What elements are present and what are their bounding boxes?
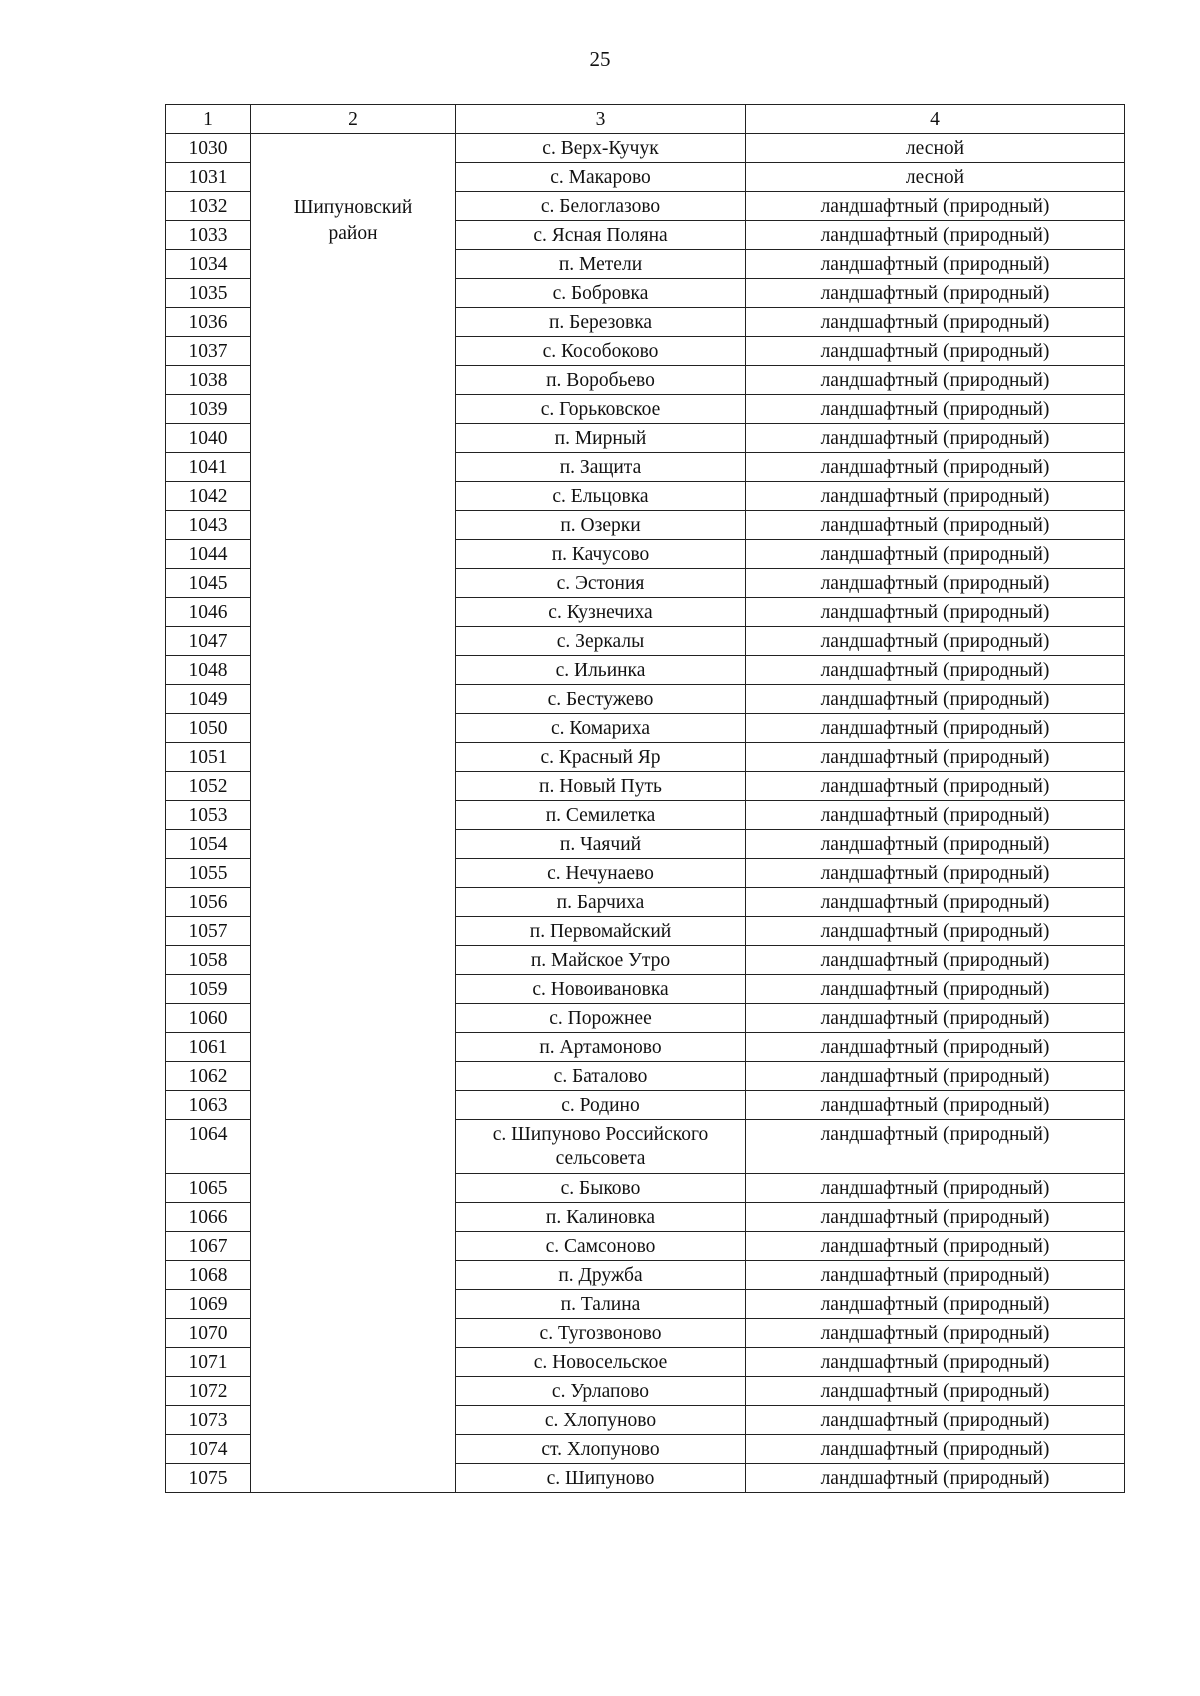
settlement-cell: с. Макарово [456,163,746,192]
type-cell: ландшафтный (природный) [746,1464,1125,1493]
type-cell: ландшафтный (природный) [746,1004,1125,1033]
settlement-cell: с. Самсоново [456,1232,746,1261]
settlement-cell: п. Новый Путь [456,772,746,801]
type-cell: ландшафтный (природный) [746,1290,1125,1319]
row-number-cell: 1044 [166,540,251,569]
row-number-cell: 1071 [166,1348,251,1377]
row-number-cell: 1048 [166,656,251,685]
settlement-cell: с. Баталово [456,1062,746,1091]
row-number-cell: 1064 [166,1120,251,1174]
header-col-3: 3 [456,105,746,134]
row-number-cell: 1057 [166,917,251,946]
row-number-cell: 1046 [166,598,251,627]
settlement-cell: п. Артамоново [456,1033,746,1062]
settlement-cell: с. Бестужево [456,685,746,714]
settlement-cell: п. Мирный [456,424,746,453]
type-cell: ландшафтный (природный) [746,1406,1125,1435]
header-row [166,105,1125,134]
type-cell: ландшафтный (природный) [746,395,1125,424]
district-label-line2: район [328,222,378,244]
type-cell: ландшафтный (природный) [746,714,1125,743]
settlement-cell: п. Первомайский [456,917,746,946]
type-cell: ландшафтный (природный) [746,975,1125,1004]
header-col-4: 4 [746,105,1125,134]
type-cell: ландшафтный (природный) [746,1091,1125,1120]
district-label-line1: Шипуновский [293,196,413,218]
header-col-2: 2 [251,105,456,134]
settlement-cell: с. Урлапово [456,1377,746,1406]
district-cell-blank [251,134,456,192]
settlement-cell: п. Талина [456,1290,746,1319]
type-cell: ландшафтный (природный) [746,1261,1125,1290]
type-cell: ландшафтный (природный) [746,221,1125,250]
row-number-cell: 1051 [166,743,251,772]
type-cell: ландшафтный (природный) [746,627,1125,656]
settlement-cell: с. Комариха [456,714,746,743]
row-number-cell: 1060 [166,1004,251,1033]
type-cell: ландшафтный (природный) [746,308,1125,337]
row-number-cell: 1043 [166,511,251,540]
settlement-cell: с. Белоглазово [456,192,746,221]
settlement-cell: п. Чаячий [456,830,746,859]
type-cell: ландшафтный (природный) [746,424,1125,453]
settlement-cell: с. Новоивановка [456,975,746,1004]
row-number-cell: 1075 [166,1464,251,1493]
settlement-cell: п. Озерки [456,511,746,540]
settlement-cell: с. Тугозвоново [456,1319,746,1348]
type-cell: ландшафтный (природный) [746,1348,1125,1377]
row-number-cell: 1031 [166,163,251,192]
settlement-cell: п. Защита [456,453,746,482]
settlement-cell: с. Горьковское [456,395,746,424]
type-cell: ландшафтный (природный) [746,453,1125,482]
row-number-cell: 1061 [166,1033,251,1062]
settlement-cell: п. Качусово [456,540,746,569]
settlement-cell: п. Дружба [456,1261,746,1290]
row-number-cell: 1058 [166,946,251,975]
type-cell: ландшафтный (природный) [746,946,1125,975]
header-col-1: 1 [166,105,251,134]
row-number-cell: 1068 [166,1261,251,1290]
row-number-cell: 1045 [166,569,251,598]
type-cell: ландшафтный (природный) [746,1120,1125,1174]
registry-table [165,104,1125,1493]
settlement-cell: с. Зеркалы [456,627,746,656]
settlement-cell: с. Кузнечиха [456,598,746,627]
type-cell: ландшафтный (природный) [746,917,1125,946]
row-number-cell: 1059 [166,975,251,1004]
type-cell: ландшафтный (природный) [746,656,1125,685]
type-cell: ландшафтный (природный) [746,830,1125,859]
settlement-cell: с. Кособоково [456,337,746,366]
type-cell: ландшафтный (природный) [746,859,1125,888]
type-cell: ландшафтный (природный) [746,337,1125,366]
row-number-cell: 1047 [166,627,251,656]
settlement-cell: с. Ильинка [456,656,746,685]
row-number-cell: 1041 [166,453,251,482]
row-number-cell: 1054 [166,830,251,859]
type-cell: ландшафтный (природный) [746,743,1125,772]
row-number-cell: 1074 [166,1435,251,1464]
type-cell: ландшафтный (природный) [746,1174,1125,1203]
row-number-cell: 1053 [166,801,251,830]
row-number-cell: 1073 [166,1406,251,1435]
settlement-cell: п. Березовка [456,308,746,337]
settlement-cell: п. Майское Утро [456,946,746,975]
settlement-cell: с. Ельцовка [456,482,746,511]
row-number-cell: 1039 [166,395,251,424]
row-number-cell: 1063 [166,1091,251,1120]
page-number: 25 [589,47,611,71]
type-cell: ландшафтный (природный) [746,366,1125,395]
district-cell [251,192,456,1493]
row-number-cell: 1040 [166,424,251,453]
settlement-cell: с. Шипуново [456,1464,746,1493]
type-cell: лесной [746,134,1125,163]
row-number-cell: 1032 [166,192,251,221]
settlement-cell: с. Нечунаево [456,859,746,888]
type-cell: ландшафтный (природный) [746,1033,1125,1062]
type-cell: ландшафтный (природный) [746,888,1125,917]
settlement-cell: с. Красный Яр [456,743,746,772]
type-cell: лесной [746,163,1125,192]
settlement-cell: ст. Хлопуново [456,1435,746,1464]
table-row [166,134,1125,163]
settlement-cell: п. Воробьево [456,366,746,395]
type-cell: ландшафтный (природный) [746,1377,1125,1406]
settlement-cell: с. Эстония [456,569,746,598]
row-number-cell: 1037 [166,337,251,366]
row-number-cell: 1033 [166,221,251,250]
settlement-cell: с. Верх-Кучук [456,134,746,163]
row-number-cell: 1042 [166,482,251,511]
row-number-cell: 1056 [166,888,251,917]
table-body [166,134,1125,1493]
settlement-cell: с. Новосельское [456,1348,746,1377]
row-number-cell: 1062 [166,1062,251,1091]
row-number-cell: 1030 [166,134,251,163]
row-number-cell: 1034 [166,250,251,279]
row-number-cell: 1038 [166,366,251,395]
settlement-cell: с. Порожнее [456,1004,746,1033]
type-cell: ландшафтный (природный) [746,569,1125,598]
row-number-cell: 1049 [166,685,251,714]
type-cell: ландшафтный (природный) [746,1319,1125,1348]
row-number-cell: 1065 [166,1174,251,1203]
row-number-cell: 1036 [166,308,251,337]
table-header [166,105,1125,134]
row-number-cell: 1050 [166,714,251,743]
settlement-cell: п. Метели [456,250,746,279]
type-cell: ландшафтный (природный) [746,1232,1125,1261]
type-cell: ландшафтный (природный) [746,1435,1125,1464]
type-cell: ландшафтный (природный) [746,801,1125,830]
type-cell: ландшафтный (природный) [746,685,1125,714]
type-cell: ландшафтный (природный) [746,1062,1125,1091]
type-cell: ландшафтный (природный) [746,540,1125,569]
row-number-cell: 1035 [166,279,251,308]
type-cell: ландшафтный (природный) [746,1203,1125,1232]
settlement-cell: п. Барчиха [456,888,746,917]
settlement-cell: п. Семилетка [456,801,746,830]
type-cell: ландшафтный (природный) [746,279,1125,308]
row-number-cell: 1069 [166,1290,251,1319]
row-number-cell: 1055 [166,859,251,888]
type-cell: ландшафтный (природный) [746,192,1125,221]
type-cell: ландшафтный (природный) [746,772,1125,801]
type-cell: ландшафтный (природный) [746,511,1125,540]
settlement-cell: с. Быково [456,1174,746,1203]
table-row [166,192,1125,221]
row-number-cell: 1067 [166,1232,251,1261]
type-cell: ландшафтный (природный) [746,482,1125,511]
settlement-cell: п. Калиновка [456,1203,746,1232]
row-number-cell: 1070 [166,1319,251,1348]
settlement-cell: с. Шипуново Российского сельсовета [456,1120,746,1174]
settlement-cell: с. Хлопуново [456,1406,746,1435]
settlement-cell: с. Бобровка [456,279,746,308]
type-cell: ландшафтный (природный) [746,598,1125,627]
settlement-cell: с. Ясная Поляна [456,221,746,250]
row-number-cell: 1066 [166,1203,251,1232]
row-number-cell: 1052 [166,772,251,801]
settlement-cell: с. Родино [456,1091,746,1120]
row-number-cell: 1072 [166,1377,251,1406]
type-cell: ландшафтный (природный) [746,250,1125,279]
